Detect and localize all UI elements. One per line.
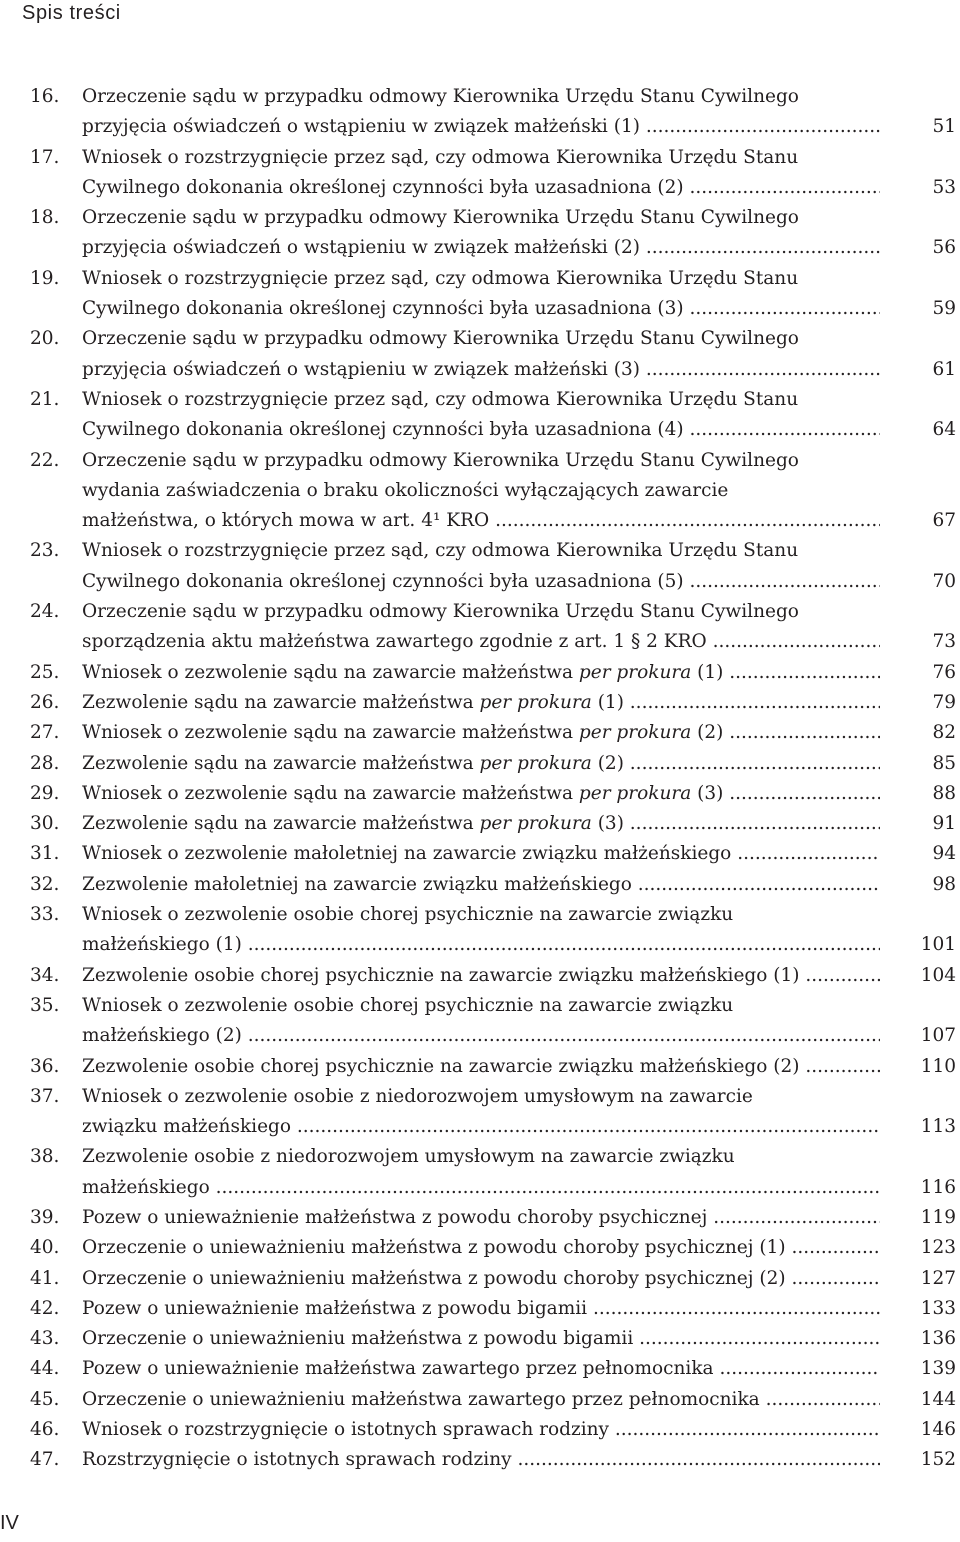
toc-entry[interactable] xyxy=(30,1324,960,1354)
toc-entry-number: 46. xyxy=(30,1419,60,1441)
toc-entry-page: 136 xyxy=(920,1328,956,1350)
toc-entry-page: 107 xyxy=(920,1025,956,1047)
toc-entry[interactable] xyxy=(30,1415,960,1445)
toc-entry[interactable] xyxy=(30,203,960,264)
toc-entry-number: 39. xyxy=(30,1206,60,1228)
toc-entry[interactable] xyxy=(30,1445,960,1475)
toc-entry-title-line: Rozstrzygnięcie o istotnych sprawach rodziny ..... xyxy=(82,1445,880,1475)
toc-entry-title-line: Wniosek o zezwolenie sądu na zawarcie małżeństwa per prokura (2) ..... xyxy=(82,718,880,748)
toc-entry-page: 146 xyxy=(920,1419,956,1441)
toc-entry-page: 85 xyxy=(932,752,956,774)
toc-entry-page: 152 xyxy=(920,1449,956,1471)
toc-entry-page: 110 xyxy=(920,1055,956,1077)
toc-entry-page: 91 xyxy=(932,813,956,835)
toc-entry[interactable] xyxy=(30,446,960,537)
toc-entry-number: 16. xyxy=(30,86,60,107)
toc-entry-number: 20. xyxy=(30,328,60,350)
toc-entry-title-line: Zezwolenie sądu na zawarcie małżeństwa per prokura (1) ..... xyxy=(82,688,880,718)
toc-entry[interactable] xyxy=(30,1142,960,1203)
toc-entry[interactable] xyxy=(30,839,960,869)
toc-entry-title-line: Wniosek o rozstrzygnięcie o istotnych sprawach rodziny ..... xyxy=(82,1415,880,1445)
toc-entry-title-line: Cywilnego dokonania określonej czynności była uzasadniona (3) ..... xyxy=(82,294,880,324)
toc-entry-title-line: Orzeczenie o unieważnieniu małżeństwa z powodu choroby psychicznej (1) ..... xyxy=(82,1233,880,1263)
toc-entry-title-line: Wniosek o zezwolenie sądu na zawarcie małżeństwa per prokura (3) ..... xyxy=(82,779,880,809)
toc-entry-page: 113 xyxy=(920,1116,956,1138)
toc-entry-number: 19. xyxy=(30,267,60,289)
toc-entry-title-line: Orzeczenie sądu w przypadku odmowy Kierownika Urzędu Stanu Cywilnego xyxy=(82,207,799,229)
toc-entry-page: 94 xyxy=(932,843,956,865)
toc-entry-title-line: Zezwolenie sądu na zawarcie małżeństwa per prokura (2) ..... xyxy=(82,749,880,779)
toc-entry-number: 21. xyxy=(30,388,60,410)
toc-entry-number: 22. xyxy=(30,449,60,471)
toc-entry-title-line: przyjęcia oświadczeń o wstąpieniu w związek małżeński (2) ..... xyxy=(82,233,880,263)
toc-entry[interactable] xyxy=(30,900,960,961)
toc-entry-page: 123 xyxy=(920,1237,956,1259)
toc-entry[interactable] xyxy=(30,1052,960,1082)
toc-entry-title-line: Pozew o unieważnienie małżeństwa z powodu choroby psychicznej ..... xyxy=(82,1203,880,1233)
toc-entry-title-line: Zezwolenie osobie chorej psychicznie na zawarcie związku małżeńskiego (1) ..... xyxy=(82,961,880,991)
toc-entry[interactable] xyxy=(30,961,960,991)
toc-entry[interactable] xyxy=(30,143,960,204)
page-header-title: Spis treści xyxy=(22,2,121,24)
toc-entry-title-line: Zezwolenie małoletniej na zawarcie związku małżeńskiego ..... xyxy=(82,870,880,900)
toc-entry-page: 82 xyxy=(932,722,956,744)
toc-entry-number: 23. xyxy=(30,540,60,562)
toc-entry-title-line: Orzeczenie sądu w przypadku odmowy Kierownika Urzędu Stanu Cywilnego xyxy=(82,328,799,350)
toc-entry[interactable] xyxy=(30,1294,960,1324)
toc-entry-title-line: Pozew o unieważnienie małżeństwa zawartego przez pełnomocnika ..... xyxy=(82,1354,880,1384)
toc-entry-page: 59 xyxy=(932,298,956,320)
toc-entry-title-line: Wniosek o zezwolenie osobie z niedorozwojem umysłowym na zawarcie xyxy=(82,1085,753,1107)
toc-entry-number: 31. xyxy=(30,843,60,865)
toc-entry-title-line: sporządzenia aktu małżeństwa zawartego zgodnie z art. 1 § 2 KRO ..... xyxy=(82,627,880,657)
toc-entry-page: 101 xyxy=(920,934,956,956)
toc-entry[interactable] xyxy=(30,809,960,839)
toc-entry[interactable] xyxy=(30,779,960,809)
toc-entry-title-line: Wniosek o rozstrzygnięcie przez sąd, czy odmowa Kierownika Urzędu Stanu xyxy=(82,267,799,289)
toc-entry-title-line: Cywilnego dokonania określonej czynności była uzasadniona (4) ..... xyxy=(82,415,880,445)
toc-entry-page: 70 xyxy=(932,570,956,592)
toc-entry-title-line: Cywilnego dokonania określonej czynności była uzasadniona (2) ..... xyxy=(82,173,880,203)
toc-entry-page: 116 xyxy=(920,1176,956,1198)
toc-entry-number: 36. xyxy=(30,1055,60,1077)
toc-entry-title-line: Wniosek o rozstrzygnięcie przez sąd, czy odmowa Kierownika Urzędu Stanu xyxy=(82,540,799,562)
toc-entry-title-line: małżeńskiego (2) ..... xyxy=(82,1021,880,1051)
toc-entry-number: 25. xyxy=(30,661,60,683)
toc-entry-number: 32. xyxy=(30,873,60,895)
toc-entry[interactable] xyxy=(30,658,960,688)
toc-entry-title-line: Orzeczenie sądu w przypadku odmowy Kierownika Urzędu Stanu Cywilnego xyxy=(82,86,799,107)
page-number: IV xyxy=(0,1512,19,1534)
toc-entry[interactable] xyxy=(30,264,960,325)
toc-entry-title-line: Wniosek o rozstrzygnięcie przez sąd, czy odmowa Kierownika Urzędu Stanu xyxy=(82,146,799,168)
toc-entry-title-line: Zezwolenie sądu na zawarcie małżeństwa per prokura (3) ..... xyxy=(82,809,880,839)
toc-entry-title-line: Orzeczenie o unieważnieniu małżeństwa z powodu bigamii ..... xyxy=(82,1324,880,1354)
toc-entry-title-line: Wniosek o zezwolenie sądu na zawarcie małżeństwa per prokura (1) ..... xyxy=(82,658,880,688)
toc-entry-number: 43. xyxy=(30,1328,60,1350)
toc-entry-number: 17. xyxy=(30,146,60,168)
toc-entry-number: 42. xyxy=(30,1297,60,1319)
toc-entry-number: 34. xyxy=(30,964,60,986)
toc-entry-title-line: przyjęcia oświadczeń o wstąpieniu w związek małżeński (1) ..... xyxy=(82,112,880,142)
toc-entry-title-line: Wniosek o zezwolenie osobie chorej psychicznie na zawarcie związku xyxy=(82,994,734,1016)
toc-entry-page: 88 xyxy=(932,782,956,804)
toc-entry-title-line: Orzeczenie sądu w przypadku odmowy Kierownika Urzędu Stanu Cywilnego xyxy=(82,449,799,471)
toc-entry-title-line: małżeńskiego ..... xyxy=(82,1173,880,1203)
toc-entry-number: 27. xyxy=(30,722,60,744)
toc-entry-title-line: Zezwolenie osobie chorej psychicznie na zawarcie związku małżeńskiego (2) ..... xyxy=(82,1052,880,1082)
toc-entry-number: 41. xyxy=(30,1267,60,1289)
toc-entry-page: 64 xyxy=(932,419,956,441)
toc-entry[interactable] xyxy=(30,1385,960,1415)
toc-entry-number: 30. xyxy=(30,813,60,835)
toc-entry[interactable] xyxy=(30,749,960,779)
toc-entry-page: 144 xyxy=(920,1388,956,1410)
toc-entry[interactable] xyxy=(30,870,960,900)
toc-entry[interactable] xyxy=(30,991,960,1052)
toc-entry-page: 133 xyxy=(920,1297,956,1319)
toc-entry[interactable] xyxy=(30,1082,960,1143)
toc-entry-page: 73 xyxy=(932,631,956,653)
toc-entry[interactable] xyxy=(30,536,960,597)
toc-entry-page: 53 xyxy=(932,176,956,198)
toc-entry-title-line: Cywilnego dokonania określonej czynności była uzasadniona (5) ..... xyxy=(82,567,880,597)
toc-entry-title-line: Wniosek o rozstrzygnięcie przez sąd, czy odmowa Kierownika Urzędu Stanu xyxy=(82,388,799,410)
toc-entry[interactable] xyxy=(30,688,960,718)
toc-entry-number: 45. xyxy=(30,1388,60,1410)
toc-entry-number: 24. xyxy=(30,601,60,623)
toc-entry-number: 47. xyxy=(30,1449,60,1471)
toc-entry-title-line: Orzeczenie o unieważnieniu małżeństwa z powodu choroby psychicznej (2) ..... xyxy=(82,1264,880,1294)
toc-entry-page: 139 xyxy=(920,1358,956,1380)
toc-entry-title-line: Wniosek o zezwolenie małoletniej na zawarcie związku małżeńskiego ..... xyxy=(82,839,880,869)
toc-entry-page: 127 xyxy=(920,1267,956,1289)
toc-entry-title-line: Zezwolenie osobie z niedorozwojem umysłowym na zawarcie związku xyxy=(82,1146,735,1168)
toc-entry[interactable] xyxy=(30,1354,960,1384)
toc-entry-page: 79 xyxy=(932,691,956,713)
toc-entry-page: 67 xyxy=(932,510,956,532)
toc-entry-number: 29. xyxy=(30,782,60,804)
toc-entry[interactable] xyxy=(30,82,960,143)
toc-entry[interactable] xyxy=(30,597,960,658)
table-of-contents xyxy=(30,82,960,1476)
toc-entry-page: 104 xyxy=(920,964,956,986)
toc-entry-title-line: małżeńskiego (1) ..... xyxy=(82,930,880,960)
toc-entry-number: 28. xyxy=(30,752,60,774)
toc-entry-title-line: Orzeczenie sądu w przypadku odmowy Kierownika Urzędu Stanu Cywilnego xyxy=(82,601,799,623)
toc-entry-title-line: Wniosek o zezwolenie osobie chorej psychicznie na zawarcie związku xyxy=(82,904,734,926)
toc-entry[interactable] xyxy=(30,1203,960,1233)
toc-entry-number: 40. xyxy=(30,1237,60,1259)
toc-entry-page: 119 xyxy=(920,1206,956,1228)
toc-entry[interactable] xyxy=(30,324,960,385)
toc-entry-page: 51 xyxy=(932,116,956,138)
toc-entry-title-line: małżeństwa, o których mowa w art. 4¹ KRO ..... xyxy=(82,506,880,536)
toc-entry-number: 37. xyxy=(30,1085,60,1107)
toc-entry-page: 98 xyxy=(932,873,956,895)
toc-entry-page: 56 xyxy=(932,237,956,259)
toc-entry-title-line: Orzeczenie o unieważnieniu małżeństwa zawartego przez pełnomocnika ..... xyxy=(82,1385,880,1415)
toc-entry-number: 18. xyxy=(30,207,60,229)
toc-entry-number: 33. xyxy=(30,904,60,926)
toc-entry-page: 61 xyxy=(932,358,956,380)
toc-entry-title-line: Pozew o unieważnienie małżeństwa z powodu bigamii ..... xyxy=(82,1294,880,1324)
toc-entry[interactable] xyxy=(30,1233,960,1263)
toc-entry-title-line: wydania zaświadczenia o braku okoliczności wyłączających zawarcie xyxy=(82,479,729,501)
toc-entry[interactable] xyxy=(30,385,960,446)
toc-entry-number: 38. xyxy=(30,1146,60,1168)
toc-entry-number: 44. xyxy=(30,1358,60,1380)
toc-entry-title-line: przyjęcia oświadczeń o wstąpieniu w związek małżeński (3) ..... xyxy=(82,355,880,385)
toc-entry-page: 76 xyxy=(932,661,956,683)
toc-entry[interactable] xyxy=(30,1264,960,1294)
toc-entry-title-line: związku małżeńskiego ..... xyxy=(82,1112,880,1142)
toc-entry[interactable] xyxy=(30,718,960,748)
toc-entry-number: 35. xyxy=(30,994,60,1016)
toc-entry-number: 26. xyxy=(30,691,60,713)
